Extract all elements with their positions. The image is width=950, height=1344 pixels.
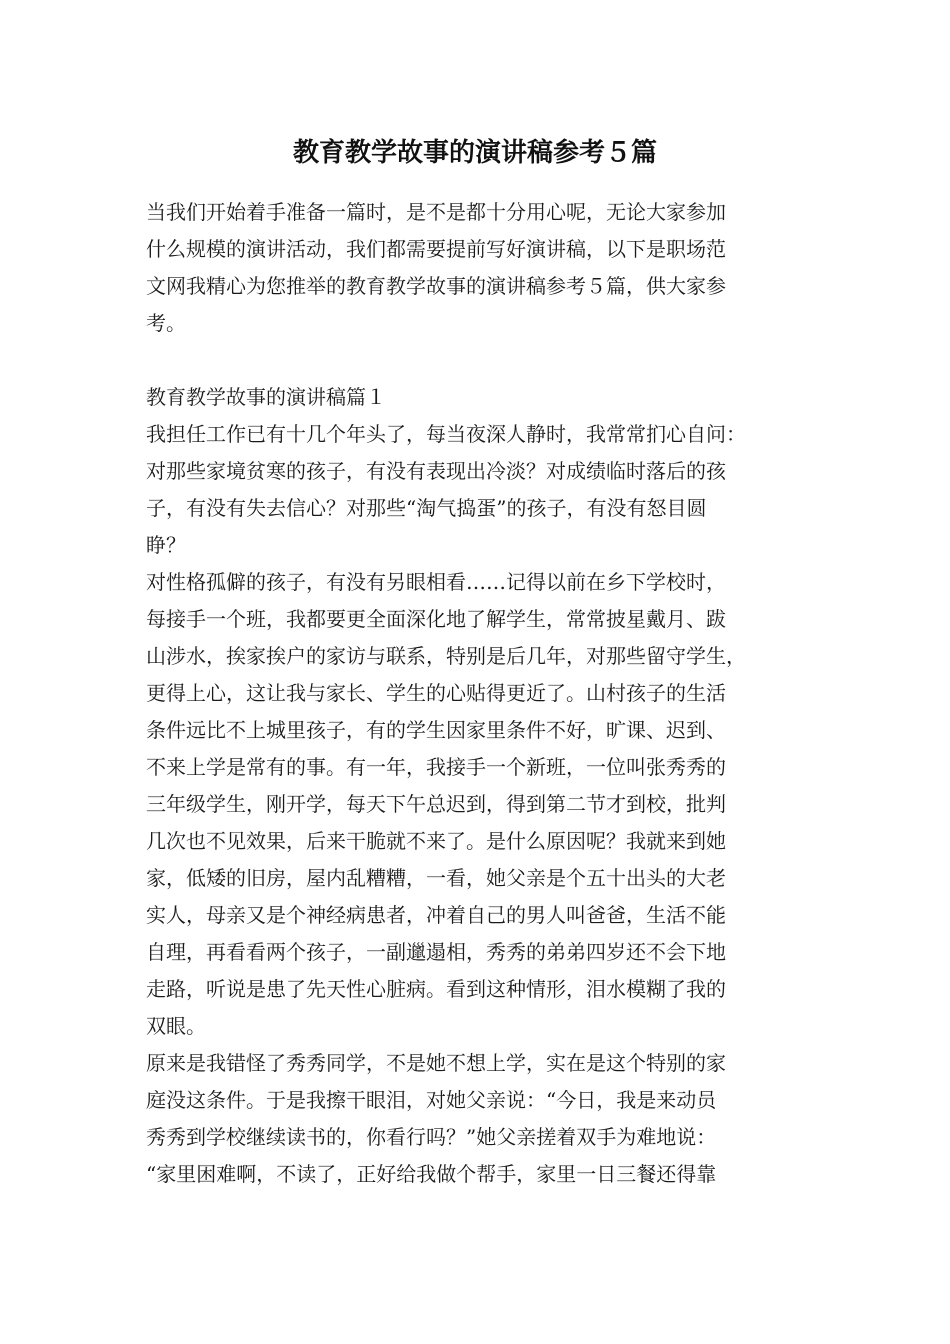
blank-line — [146, 342, 836, 379]
paragraph-line: 睁？ — [146, 533, 186, 557]
paragraph-line: 当我们开始着手准备一篇时，是不是都十分用心呢，无论大家参加 — [146, 200, 726, 224]
paragraph-line: “家里困难啊，不读了，正好给我做个帮手，家里一日三餐还得靠 — [146, 1162, 717, 1186]
document-body — [146, 194, 836, 1193]
paragraph-line: 不来上学是常有的事。有一年，我接手一个新班，一位叫张秀秀的 — [146, 755, 726, 779]
document-title: 教育教学故事的演讲稿参考５篇 — [292, 138, 657, 168]
paragraph-line: 文网我精心为您推举的教育教学故事的演讲稿参考５篇，供大家参 — [146, 274, 726, 298]
paragraph-line: 教育教学故事的演讲稿篇１ — [146, 385, 386, 409]
paragraph-line: 每接手一个班，我都要更全面深化地了解学生，常常披星戴月、跋 — [146, 607, 726, 631]
paragraph-line: 走路，听说是患了先天性心脏病。看到这种情形，泪水模糊了我的 — [146, 977, 726, 1001]
paragraph-line: 庭没这条件。于是我擦干眼泪，对她父亲说：“今日，我是来动员 — [146, 1088, 717, 1112]
paragraph-line: 更得上心，这让我与家长、学生的心贴得更近了。山村孩子的生活 — [146, 681, 726, 705]
paragraph-line: 家，低矮的旧房，屋内乱糟糟，一看，她父亲是个五十出头的大老 — [146, 866, 726, 890]
paragraph-line: 秀秀到学校继续读书的，你看行吗？”她父亲搓着双手为难地说： — [146, 1125, 717, 1149]
paragraph-line: 实人，母亲又是个神经病患者，冲着自己的男人叫爸爸，生活不能 — [146, 903, 726, 927]
paragraph-line: 考。 — [146, 311, 186, 335]
paragraph-line: 山涉水，挨家挨户的家访与联系，特别是后几年，对那些留守学生， — [146, 644, 746, 668]
paragraph-line: 我担任工作已有十几个年头了，每当夜深人静时，我常常扪心自问： — [146, 422, 746, 446]
paragraph-line: 子，有没有失去信心？对那些“淘气捣蛋”的孩子，有没有怒目圆 — [146, 496, 707, 520]
paragraph-line: 原来是我错怪了秀秀同学，不是她不想上学，实在是这个特别的家 — [146, 1051, 726, 1075]
paragraph-line: 对性格孤僻的孩子，有没有另眼相看……记得以前在乡下学校时， — [146, 570, 726, 594]
paragraph-line: 条件远比不上城里孩子，有的学生因家里条件不好，旷课、迟到、 — [146, 718, 726, 742]
paragraph-line: 三年级学生，刚开学，每天下午总迟到，得到第二节才到校，批判 — [146, 792, 726, 816]
paragraph-line: 几次也不见效果，后来干脆就不来了。是什么原因呢？我就来到她 — [146, 829, 726, 853]
paragraph-line: 对那些家境贫寒的孩子，有没有表现出冷淡？对成绩临时落后的孩 — [146, 459, 726, 483]
paragraph-line: 自理，再看看两个孩子，一副邋遢相，秀秀的弟弟四岁还不会下地 — [146, 940, 726, 964]
paragraph-line: 双眼。 — [146, 1014, 206, 1038]
paragraph-line: 什么规模的演讲活动，我们都需要提前写好演讲稿，以下是职场范 — [146, 237, 726, 261]
